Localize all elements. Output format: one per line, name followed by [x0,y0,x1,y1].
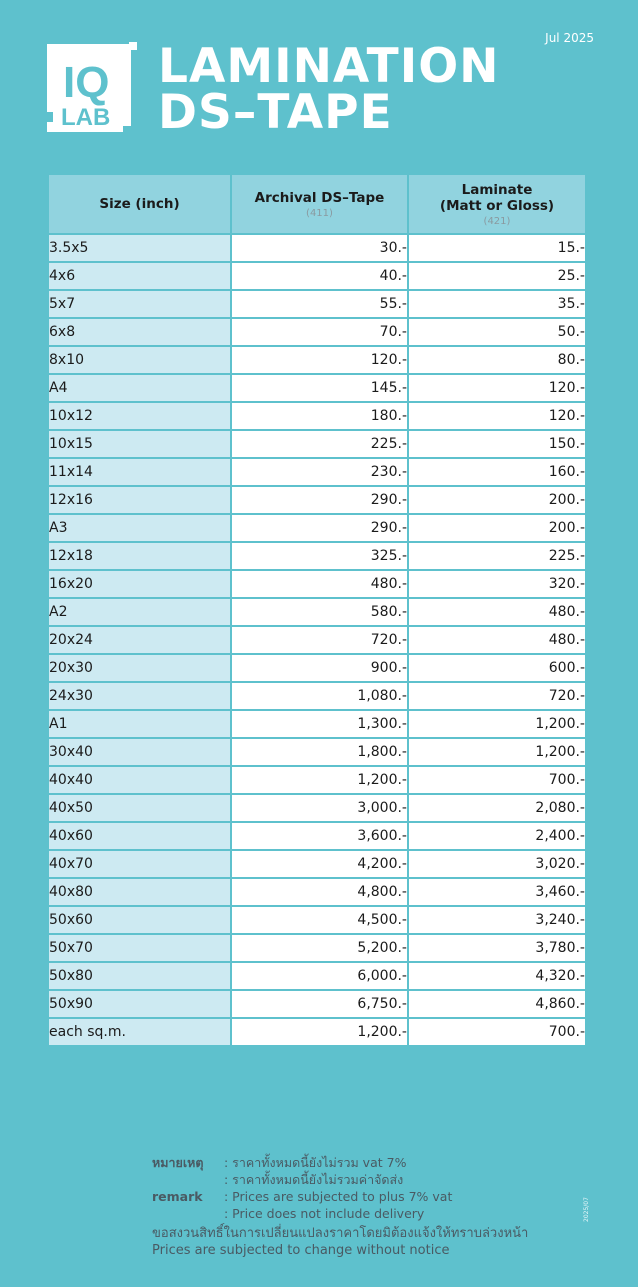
table-row [48,374,586,402]
table-row [48,906,586,934]
archival-price-cell: 230.- [231,458,408,486]
table-row [48,654,586,682]
size-cell: A1 [48,710,231,738]
archival-price-cell: 225.- [231,430,408,458]
laminate-price-cell: 3,020.- [408,850,586,878]
table-row [48,766,586,794]
footer-thai: ขอสงวนสิทธิ์ในการเปลี่ยนแปลงราคาโดยมิต้องแจ้งให้ทราบล่วงหน้า [152,1226,529,1241]
note-en-line-2: : Price does not include delivery [224,1206,425,1221]
laminate-price-cell: 1,200.- [408,710,586,738]
laminate-price-cell: 2,080.- [408,794,586,822]
laminate-price-cell: 200.- [408,514,586,542]
header-code-411: (411) [306,207,333,219]
note-label-en: remark [152,1189,203,1204]
laminate-price-cell: 600.- [408,654,586,682]
archival-price-cell: 55.- [231,290,408,318]
laminate-price-cell: 35.- [408,290,586,318]
archival-price-cell: 145.- [231,374,408,402]
size-cell: A4 [48,374,231,402]
archival-price-cell: 900.- [231,654,408,682]
archival-price-cell: 5,200.- [231,934,408,962]
table-row [48,682,586,710]
table-row [48,878,586,906]
svg-text:IQ: IQ [63,58,110,107]
notes-section [152,1154,528,1259]
side-code: 2025/07 [583,1197,590,1222]
archival-price-cell: 120.- [231,346,408,374]
table-row [48,822,586,850]
size-cell: 50x80 [48,962,231,990]
table-row [48,710,586,738]
page-title [158,39,500,140]
table-row [48,542,586,570]
archival-price-cell: 580.- [231,598,408,626]
laminate-price-cell: 320.- [408,570,586,598]
table-row [48,934,586,962]
size-cell: 30x40 [48,738,231,766]
archival-price-cell: 1,200.- [231,766,408,794]
table-row [48,794,586,822]
size-cell: 11x14 [48,458,231,486]
size-cell: 40x70 [48,850,231,878]
archival-price-cell: 4,200.- [231,850,408,878]
table-row [48,514,586,542]
laminate-price-cell: 120.- [408,402,586,430]
table-header-row [48,174,586,234]
table-row [48,626,586,654]
archival-price-cell: 290.- [231,514,408,542]
archival-price-cell: 4,800.- [231,878,408,906]
table-row [48,290,586,318]
table-row [48,962,586,990]
size-cell: 12x16 [48,486,231,514]
laminate-price-cell: 120.- [408,374,586,402]
note-th-line-2: : ราคาทั้งหมดนี้ยังไม่รวมค่าจัดส่ง [224,1172,404,1187]
laminate-price-cell: 4,860.- [408,990,586,1018]
size-cell: 40x80 [48,878,231,906]
size-cell: 3.5x5 [48,234,231,262]
size-cell: 20x30 [48,654,231,682]
archival-price-cell: 70.- [231,318,408,346]
size-cell: 10x12 [48,402,231,430]
laminate-price-cell: 50.- [408,318,586,346]
size-cell: 5x7 [48,290,231,318]
size-cell: 50x60 [48,906,231,934]
size-cell: 8x10 [48,346,231,374]
note-label-th: หมายเหตุ [152,1155,204,1170]
iq-lab-logo [47,42,139,138]
header-code-421: (421) [483,215,511,227]
svg-text:LAB: LAB [61,104,111,131]
date-label: Jul 2025 [545,31,594,45]
size-cell: each sq.m. [48,1018,231,1046]
size-cell: 12x18 [48,542,231,570]
laminate-price-cell: 3,460.- [408,878,586,906]
laminate-price-cell: 15.- [408,234,586,262]
note-th-line-1: : ราคาทั้งหมดนี้ยังไม่รวม vat 7% [224,1155,407,1170]
archival-price-cell: 30.- [231,234,408,262]
table-row [48,262,586,290]
archival-price-cell: 1,300.- [231,710,408,738]
size-cell: 16x20 [48,570,231,598]
archival-price-cell: 1,200.- [231,1018,408,1046]
note-en-line-1: : Prices are subjected to plus 7% vat [224,1189,453,1204]
laminate-price-cell: 150.- [408,430,586,458]
header-size: Size (inch) [48,174,231,234]
laminate-price-cell: 80.- [408,346,586,374]
size-cell: 20x24 [48,626,231,654]
size-cell: A2 [48,598,231,626]
size-cell: 40x40 [48,766,231,794]
laminate-price-cell: 2,400.- [408,822,586,850]
laminate-price-cell: 225.- [408,542,586,570]
size-cell: 4x6 [48,262,231,290]
price-table [47,173,587,1047]
archival-price-cell: 3,000.- [231,794,408,822]
archival-price-cell: 40.- [231,262,408,290]
size-cell: 40x50 [48,794,231,822]
size-cell: 40x60 [48,822,231,850]
laminate-price-cell: 25.- [408,262,586,290]
table-row [48,402,586,430]
archival-price-cell: 3,600.- [231,822,408,850]
archival-price-cell: 180.- [231,402,408,430]
title-line-1: LAMINATION [158,39,500,94]
size-cell: 24x30 [48,682,231,710]
laminate-price-cell: 700.- [408,1018,586,1046]
size-cell: A3 [48,514,231,542]
title-line-2: DS–TAPE [158,85,393,140]
archival-price-cell: 720.- [231,626,408,654]
table-row [48,318,586,346]
archival-price-cell: 1,080.- [231,682,408,710]
table-row [48,346,586,374]
archival-price-cell: 480.- [231,570,408,598]
size-cell: 50x70 [48,934,231,962]
header-archival-ds-tape: Archival DS–Tape (411) [231,174,408,234]
table-row [48,430,586,458]
table-row [48,458,586,486]
laminate-price-cell: 200.- [408,486,586,514]
table-row [48,570,586,598]
laminate-price-cell: 700.- [408,766,586,794]
archival-price-cell: 6,000.- [231,962,408,990]
laminate-price-cell: 4,320.- [408,962,586,990]
table-row [48,1018,586,1046]
table-row [48,850,586,878]
table-row [48,990,586,1018]
archival-price-cell: 290.- [231,486,408,514]
size-cell: 6x8 [48,318,231,346]
laminate-price-cell: 480.- [408,598,586,626]
laminate-price-cell: 160.- [408,458,586,486]
table-row [48,234,586,262]
archival-price-cell: 6,750.- [231,990,408,1018]
table-row [48,598,586,626]
laminate-price-cell: 3,780.- [408,934,586,962]
size-cell: 50x90 [48,990,231,1018]
laminate-price-cell: 1,200.- [408,738,586,766]
size-cell: 10x15 [48,430,231,458]
table-row [48,738,586,766]
archival-price-cell: 325.- [231,542,408,570]
header-laminate: Laminate (Matt or Gloss) (421) [408,174,586,234]
laminate-price-cell: 720.- [408,682,586,710]
archival-price-cell: 4,500.- [231,906,408,934]
table-row [48,486,586,514]
laminate-price-cell: 480.- [408,626,586,654]
footer-english: Prices are subjected to change without notice [152,1243,450,1258]
laminate-price-cell: 3,240.- [408,906,586,934]
archival-price-cell: 1,800.- [231,738,408,766]
